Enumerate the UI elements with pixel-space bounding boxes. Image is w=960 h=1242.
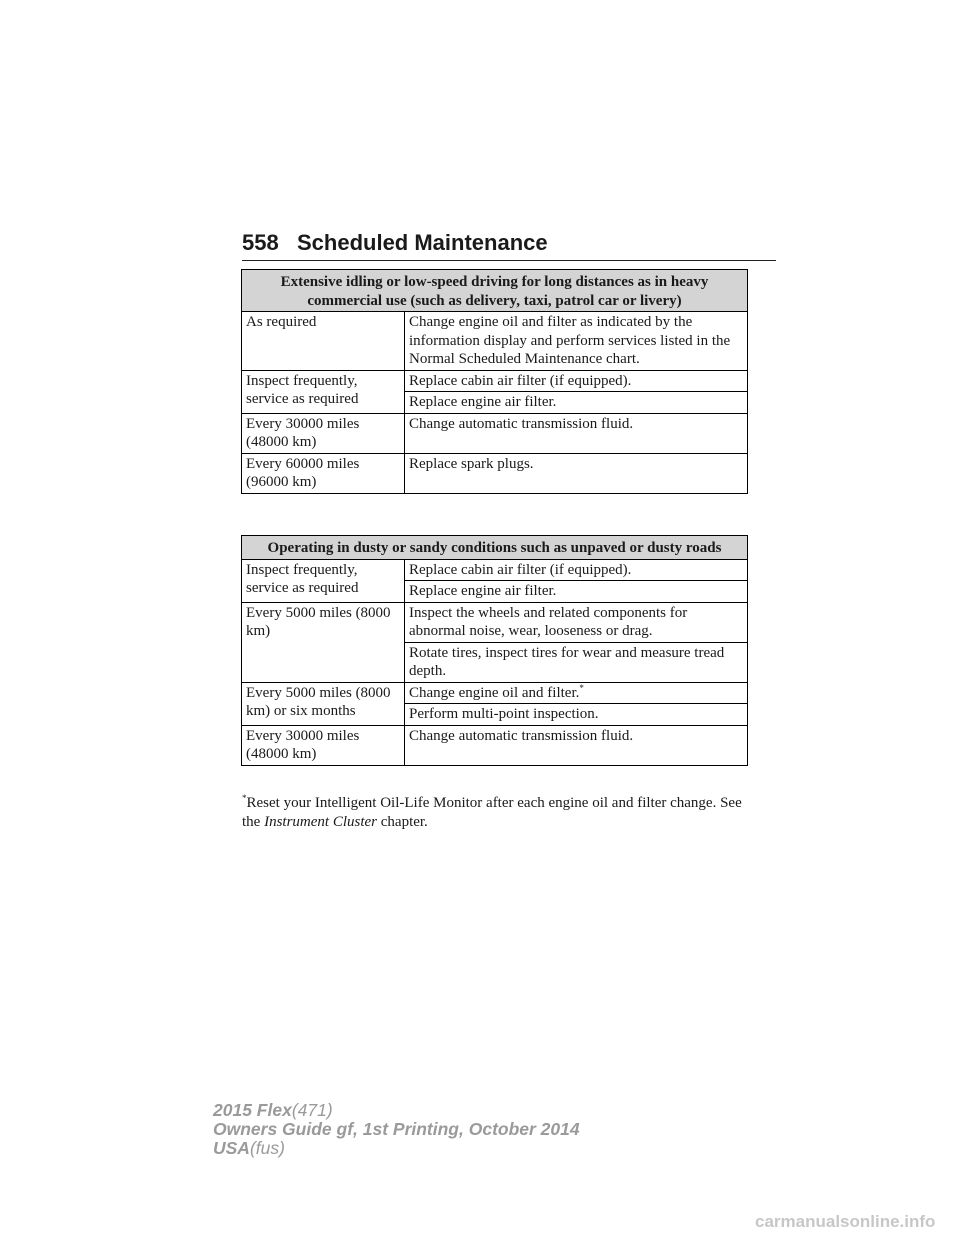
interval-cell: As required [242, 312, 405, 371]
table-row [242, 682, 748, 704]
footnote-text: Reset your Intelligent Oil-Life Monitor after each engine oil and filter change. See the [242, 795, 742, 830]
service-cell: Perform multi-point inspection. [405, 704, 748, 726]
service-cell: Replace cabin air filter (if equipped). [405, 559, 748, 581]
interval-cell: Inspect frequently, service as required [242, 370, 405, 413]
table-row [242, 453, 748, 493]
service-cell: Replace cabin air filter (if equipped). [405, 370, 748, 392]
imprint-market: USA [213, 1138, 250, 1158]
service-cell: Change engine oil and filter as indicated by the information display and perform services listed in the Normal Scheduled Maintenance chart. [405, 312, 748, 371]
watermark: carmanualsonline.info [755, 1212, 936, 1231]
table-heading-row [242, 536, 748, 560]
chapter-reference: Instrument Cluster [264, 813, 377, 830]
section-title: Scheduled Maintenance [297, 230, 548, 255]
table-row [242, 602, 748, 642]
service-cell: Inspect the wheels and related components for abnormal noise, wear, looseness or drag. [405, 602, 748, 642]
interval-cell: Every 30000 miles (48000 km) [242, 725, 405, 765]
footnote-marker: * [242, 793, 247, 803]
service-cell: Change automatic transmission fluid. [405, 413, 748, 453]
print-imprint [213, 1101, 580, 1158]
interval-cell: Every 5000 miles (8000 km) [242, 602, 405, 682]
imprint-line [213, 1139, 580, 1158]
table-row [242, 413, 748, 453]
table-heading: Extensive idling or low-speed driving for long distances as in heavy commercial use (such as delivery, taxi, patrol car or livery) [242, 270, 748, 312]
dusty-conditions-maintenance-table [241, 535, 748, 766]
interval-cell: Every 60000 miles (96000 km) [242, 453, 405, 493]
table-row [242, 559, 748, 581]
interval-cell: Inspect frequently, service as required [242, 559, 405, 602]
service-cell: Rotate tires, inspect tires for wear and measure tread depth. [405, 642, 748, 682]
table-heading-row [242, 270, 748, 312]
page-number: 558 [242, 230, 279, 255]
imprint-market-code: (fus) [249, 1138, 285, 1158]
imprint-model: 2015 Flex [213, 1100, 292, 1120]
table-row [242, 312, 748, 371]
imprint-code: (471) [291, 1100, 333, 1120]
service-text: Change engine oil and filter. [409, 684, 580, 701]
header-rule [242, 260, 776, 261]
footnote-marker: * [579, 682, 584, 693]
table-row [242, 725, 748, 765]
imprint-edition: Owners Guide gf, 1st Printing, October 2014 [213, 1119, 580, 1139]
service-cell: Change automatic transmission fluid. [405, 725, 748, 765]
table-heading: Operating in dusty or sandy conditions such as unpaved or dusty roads [242, 536, 748, 560]
service-cell: Replace spark plugs. [405, 453, 748, 493]
service-cell [405, 682, 748, 704]
service-cell: Replace engine air filter. [405, 581, 748, 603]
interval-cell: Every 5000 miles (8000 km) or six months [242, 682, 405, 725]
imprint-line [213, 1101, 580, 1120]
idling-maintenance-table [241, 269, 748, 494]
service-cell: Replace engine air filter. [405, 392, 748, 414]
footnote [242, 794, 752, 831]
table-row [242, 370, 748, 392]
footnote-text-end: chapter. [377, 813, 428, 830]
interval-cell: Every 30000 miles (48000 km) [242, 413, 405, 453]
